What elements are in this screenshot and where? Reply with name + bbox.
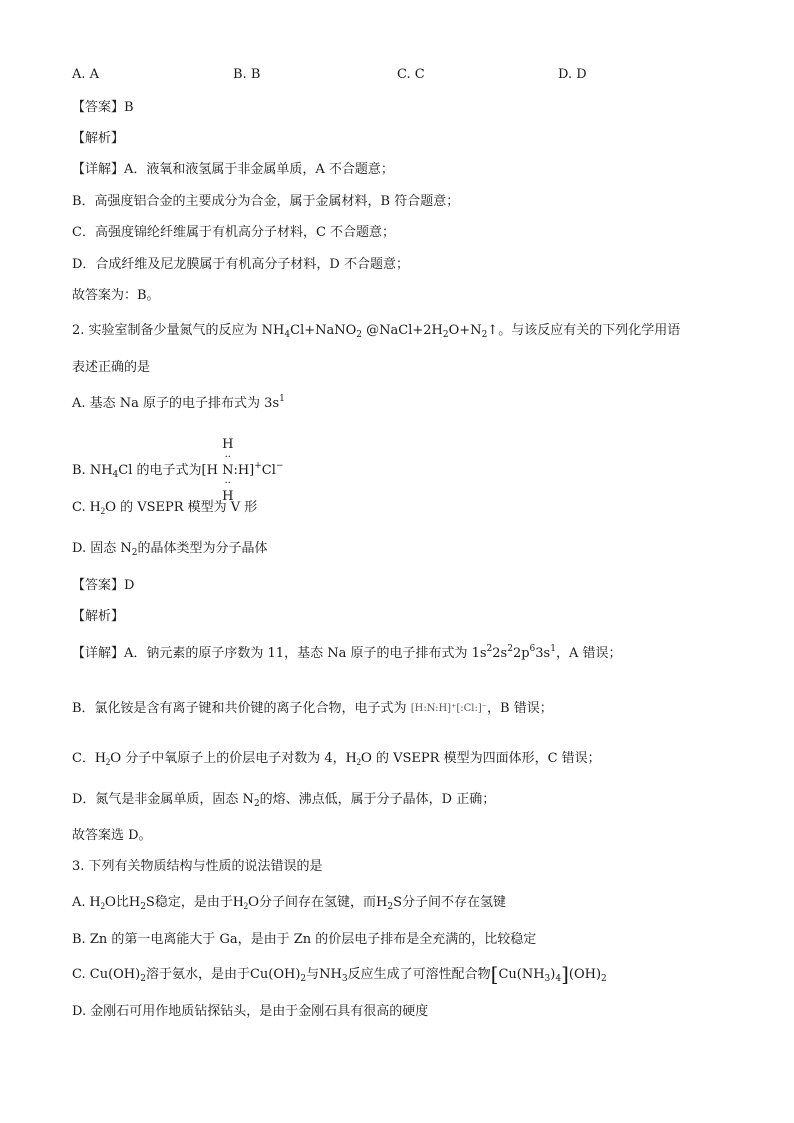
q3-stem: 3. 下列有关物质结构与性质的说法错误的是 (72, 859, 323, 874)
q2-option-b: B. $NH_4Cl$ 的电子式为[H H ·· N ·· H :H]+Cl− (72, 437, 284, 504)
q1-conclusion: 故答案为：B。 (72, 288, 160, 303)
q1-answer: 【答案】B (72, 100, 134, 115)
q1-option-a: A. A (72, 67, 100, 82)
q2-option-d: D. 固态 $N_2$的晶体类型为分子晶体 (72, 541, 268, 558)
q3-option-b: B. Zn 的第一电离能大于 Ga，是由于 Zn 的价层电子排布是全充满的，比较稳定 (72, 932, 537, 947)
ammonium-chloride-lewis-structure: [H:N:H]⁺[:Cl:]⁻ (410, 703, 488, 714)
q1-option-d: D. D (558, 67, 587, 82)
q1-detail-b: B．高强度铝合金的主要成分为合金，属于金属材料，B 符合题意； (72, 194, 460, 209)
q2-answer: 【答案】D (72, 578, 135, 593)
q2-detail-d: D．氮气是非金属单质，固态 $N_2$的熔、沸点低，属于分子晶体，D 正确； (72, 792, 496, 809)
q2-conclusion: 故答案选 D。 (72, 828, 152, 843)
q2-analysis-heading: 【解析】 (72, 609, 125, 624)
q1-detail-d: D．合成纤维及尼龙膜属于有机高分子材料，D 不合题意； (72, 257, 409, 272)
q2-detail-c: C．$H_2O$ 分子中氧原子上的价层电子对数为 4，$H_2O$ 的 VSEPR 模型为四面体形，C 错误； (72, 750, 601, 767)
q2-stem: 2. 实验室制备少量氮气的反应为 $NH_4Cl+NaNO_2$ $@NaCl+2H_2O+N_2↑$。与该反应有关的下列化学用语 (72, 323, 681, 340)
q2-stem-line2: 表述正确的是 (72, 360, 151, 375)
q3-option-c: C. $Cu(OH)_2$溶于氨水，是由于$Cu(OH)_2$与$NH_3$反应生成了可溶性配合物$[Cu(NH_3)_4](OH)_2$ (72, 962, 607, 986)
q1-analysis-heading: 【解析】 (72, 131, 125, 146)
q3-option-a: A. $H_2O$比$H_2S$稳定，是由于$H_2O$分子间存在氢键，而$H_2S$分子间不存在氢键 (72, 894, 506, 912)
q1-option-c: C. C (397, 67, 425, 82)
q1-option-b: B. B (233, 67, 261, 82)
q2-option-c: C. $H_2O$ 的 VSEPR 模型为 V 形 (72, 499, 258, 516)
q1-detail-c: C．高强度锦纶纤维属于有机高分子材料，C 不合题意； (72, 225, 396, 240)
q2-detail-a: 【详解】A．钠元素的原子序数为 11，基态 Na 原子的电子排布式为 $1s^22s^22p^63s^1$，A 错误； (72, 644, 622, 661)
q2-detail-b: B．氯化铵是含有离子键和共价键的离子化合物，电子式为 [H:N:H]⁺[:Cl:]⁻，B 错误； (72, 688, 553, 728)
q2-option-a: A. 基态 Na 原子的电子排布式为 $3s^1$ (72, 394, 285, 411)
ammonium-lewis-structure: H ·· N ·· H (222, 437, 234, 504)
q3-option-d: D. 金刚石可用作地质钻探钻头，是由于金刚石具有很高的硬度 (72, 1004, 429, 1019)
q1-detail-a: 【详解】A．液氧和液氢属于非金属单质，A 不合题意； (72, 162, 394, 177)
